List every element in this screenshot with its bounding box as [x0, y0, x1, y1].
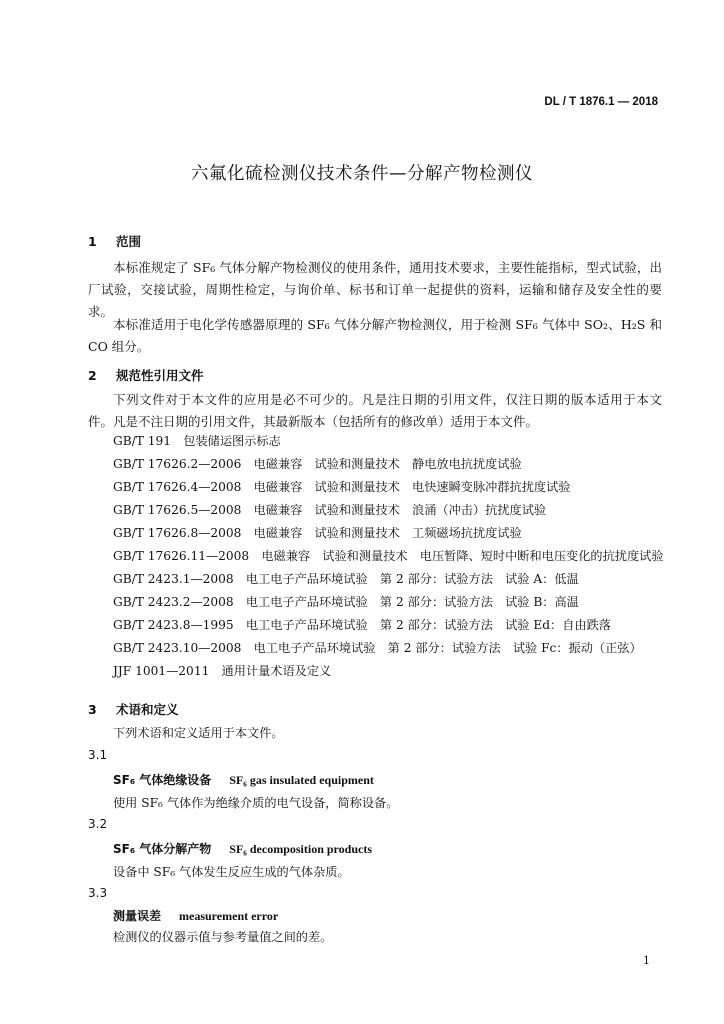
term-en: measurement error — [179, 909, 279, 923]
reference-item: GB/T 17626.11—2008 电磁兼容 试验和测量技术 电压暂降、短时中断和电压变化的抗扰度试验 — [113, 549, 664, 563]
reference-item: GB/T 17626.4—2008 电磁兼容 试验和测量技术 电快速瞬变脉冲群抗扰度试验 — [113, 480, 571, 494]
section-1-title: 范围 — [116, 234, 142, 249]
section-1-number: 1 — [88, 234, 97, 249]
section-2-title: 规范性引用文件 — [116, 368, 204, 383]
clause-number: 3.2 — [88, 817, 108, 831]
term-definition: 使用 SF₆ 气体作为绝缘介质的电气设备，简称设备。 — [113, 796, 399, 810]
reference-item: GB/T 191 包装储运图示标志 — [113, 434, 281, 448]
section-2-heading — [88, 366, 204, 384]
term-cn: SF₆ 气体绝缘设备 — [113, 773, 212, 787]
reference-item: GB/T 2423.10—2008 电工电子产品环境试验 第 2 部分：试验方法 试验 Fc：振动（正弦） — [113, 641, 642, 655]
reference-item: GB/T 17626.2—2006 电磁兼容 试验和测量技术 静电放电抗扰度试验 — [113, 457, 522, 471]
reference-item: GB/T 17626.8—2008 电磁兼容 试验和测量技术 工频磁场抗扰度试验 — [113, 526, 522, 540]
page-number: 1 — [643, 954, 650, 967]
section-2-number: 2 — [88, 368, 97, 383]
term-cn: 测量误差 — [113, 909, 162, 923]
term-heading — [113, 840, 372, 857]
section-3-title: 术语和定义 — [116, 702, 179, 717]
reference-item: GB/T 2423.2—2008 电工电子产品环境试验 第 2 部分：试验方法 试验 B：高温 — [113, 595, 579, 609]
document-title: 六氟化硫检测仪技术条件—分解产物检测仪 — [191, 164, 533, 184]
term-heading — [113, 907, 278, 924]
reference-item: JJF 1001—2011 通用计量术语及定义 — [113, 664, 332, 678]
term-definition: 设备中 SF₆ 气体发生反应生成的气体杂质。 — [113, 865, 350, 879]
term-en: SF₆ decomposition products — [229, 842, 373, 856]
section-2-intro: 下列文件对于本文件的应用是必不可少的。凡是注日期的引用文件，仅注日期的版本适用于本文件。凡是不注日期的引用文件，其最新版本（包括所有的修改单）适用于本文件。 — [88, 392, 662, 429]
clause-number: 3.1 — [88, 748, 108, 762]
term-cn: SF₆ 气体分解产物 — [113, 842, 212, 856]
reference-item: GB/T 2423.8—1995 电工电子产品环境试验 第 2 部分：试验方法 试验 Ed：自由跌落 — [113, 618, 611, 632]
section-1-paragraph-2: 本标准适用于电化学传感器原理的 SF₆ 气体分解产物检测仪，用于检测 SF₆ 气体中 SO₂、H₂S 和 CO 组分。 — [88, 317, 662, 354]
section-3-intro: 下列术语和定义适用于本文件。 — [113, 726, 284, 740]
term-heading — [113, 771, 374, 788]
term-en: SF₆ gas insulated equipment — [229, 773, 374, 787]
reference-item: GB/T 2423.1—2008 电工电子产品环境试验 第 2 部分：试验方法 试验 A：低温 — [113, 572, 579, 586]
section-1-paragraph-1: 本标准规定了 SF₆ 气体分解产物检测仪的使用条件，通用技术要求，主要性能指标，型式试验，出厂试验，交接试验，周期性检定，与询价单、标书和订单一起提供的资料，运输和储存及安全性的要求。 — [88, 260, 662, 319]
section-1-heading — [88, 232, 141, 250]
standard-code: DL / T 1876.1 — 2018 — [544, 96, 658, 108]
section-3-heading — [88, 700, 179, 718]
section-3-number: 3 — [88, 702, 97, 717]
reference-item: GB/T 17626.5—2008 电磁兼容 试验和测量技术 浪涌（冲击）抗扰度试验 — [113, 503, 547, 517]
term-definition: 检测仪的仪器示值与参考量值之间的差。 — [113, 930, 333, 944]
clause-number: 3.3 — [88, 886, 108, 900]
